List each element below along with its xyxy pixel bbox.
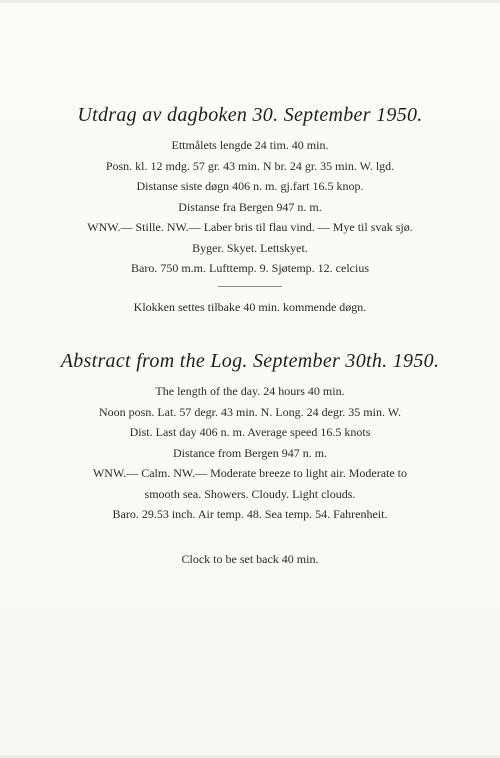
english-line-distance-last-day: Dist. Last day 406 n. m. Average speed 16.5 knots (129, 425, 371, 439)
norwegian-line-day-length: Ettmålets lengde 24 tim. 40 min. (171, 138, 329, 152)
english-log-title: Abstract from the Log. September 30th. 1950. (60, 350, 440, 372)
norwegian-line-weather-readings: Baro. 750 m.m. Lufttemp. 9. Sjøtemp. 12. celcius (131, 261, 369, 275)
norwegian-log-title: Utdrag av dagboken 30. September 1950. (77, 104, 423, 126)
norwegian-line-distance-from-bergen: Distanse fra Bergen 947 n. m. (178, 199, 322, 214)
english-clock-note: Clock to be set back 40 min. (181, 552, 319, 566)
norwegian-line-distance-last-day: Distanse siste døgn 406 n. m. gj.fart 16.5 knop. (136, 179, 364, 193)
english-line-position: Noon posn. Lat. 57 degr. 43 min. N. Long. 24 degr. 35 min. W. (99, 404, 401, 419)
paper-edge-top (0, 0, 500, 3)
norwegian-log-section (30, 104, 470, 317)
english-line-day-length: The length of the day. 24 hours 40 min. (155, 384, 345, 398)
english-line-sky: smooth sea. Showers. Cloudy. Light clouds. (144, 486, 356, 501)
english-line-weather-readings: Baro. 29.53 inch. Air temp. 48. Sea temp. 54. Fahrenheit. (112, 507, 388, 521)
norwegian-clock-note: Klokken settes tilbake 40 min. kommende døgn. (133, 299, 367, 314)
norwegian-line-position: Posn. kl. 12 mdg. 57 gr. 43 min. N br. 24 gr. 35 min. W. lgd. (105, 158, 395, 173)
english-line-wind: WNW.— Calm. NW.— Moderate breeze to light air. Moderate to (92, 466, 408, 480)
norwegian-line-wind: WNW.— Stille. NW.— Laber bris til flau vind. — Mye til svak sjø. (87, 220, 413, 234)
norwegian-divider (218, 286, 282, 287)
english-line-distance-from-bergen: Distance from Bergen 947 n. m. (172, 445, 328, 460)
english-log-section (30, 350, 470, 525)
norwegian-line-sky: Byger. Skyet. Lettskyet. (192, 240, 308, 255)
